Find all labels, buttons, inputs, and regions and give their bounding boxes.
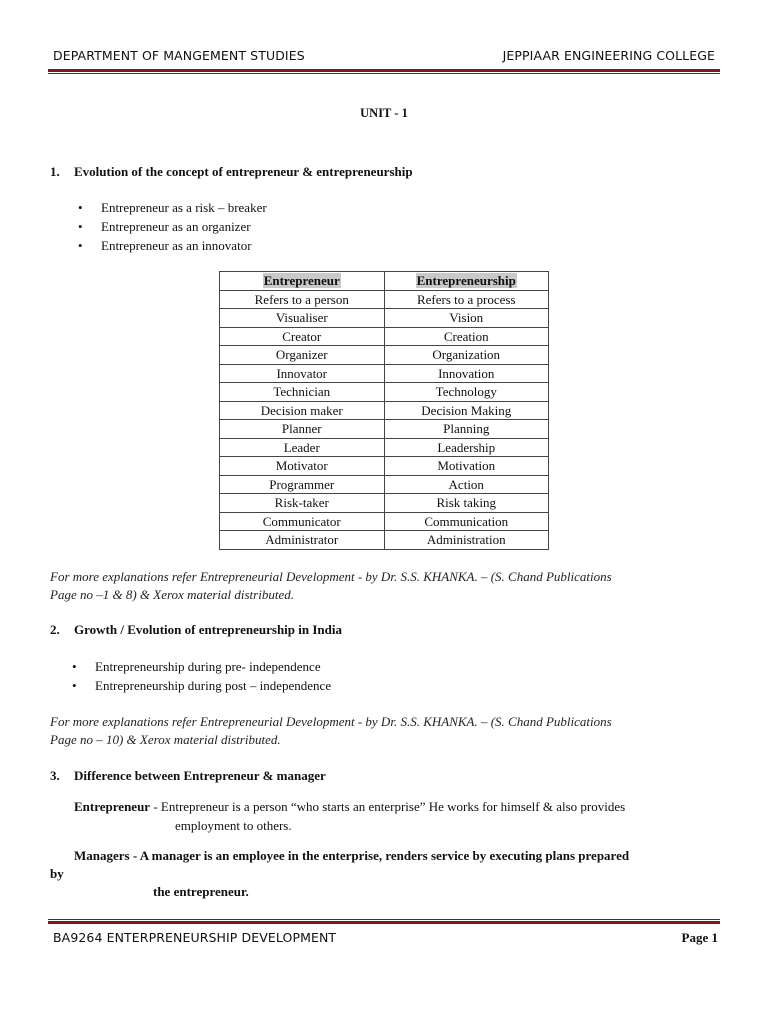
table-cell-entrepreneur: Decision maker [220, 401, 385, 420]
entrepreneur-text-cont: employment to others. [175, 818, 292, 833]
section2-number: 2. [50, 622, 60, 637]
section2-heading [50, 622, 342, 638]
table-cell-entrepreneurship: Communication [384, 512, 549, 531]
page-number: Page 1 [681, 930, 718, 945]
table-row [220, 420, 549, 439]
table-cell-entrepreneurship: Technology [384, 383, 549, 402]
header-rule [48, 69, 720, 74]
table-cell-entrepreneurship: Organization [384, 346, 549, 365]
section1-bullets [74, 198, 267, 255]
table-cell-entrepreneurship: Risk taking [384, 494, 549, 513]
section2-reference-note [50, 713, 716, 749]
note-line: For more explanations refer Entrepreneurial Development - by Dr. S.S. KHANKA. – (S. Chand Publications [50, 569, 612, 584]
list-item: • Entrepreneurship during pre- independence [68, 657, 331, 676]
comparison-table [219, 271, 549, 550]
table-cell-entrepreneur: Motivator [220, 457, 385, 476]
table-cell-entrepreneurship: Action [384, 475, 549, 494]
table-cell-entrepreneur: Leader [220, 438, 385, 457]
section2-title: Growth / Evolution of entrepreneurship in India [74, 622, 342, 637]
manager-text-by: by [50, 866, 64, 881]
table-row [220, 457, 549, 476]
section3-title: Difference between Entrepreneur & manager [74, 768, 326, 783]
section3-number: 3. [50, 768, 60, 783]
table-header-row [220, 272, 549, 291]
table-row [220, 309, 549, 328]
table-row [220, 327, 549, 346]
table-row [220, 494, 549, 513]
table-cell-entrepreneurship: Leadership [384, 438, 549, 457]
entrepreneur-definition [74, 797, 719, 835]
table-cell-entrepreneur: Administrator [220, 531, 385, 550]
table-cell-entrepreneur: Refers to a person [220, 290, 385, 309]
section1-title: Evolution of the concept of entrepreneur & entrepreneurship [74, 164, 413, 179]
unit-title: UNIT - 1 [360, 106, 408, 120]
header-department: DEPARTMENT OF MANGEMENT STUDIES [53, 48, 305, 63]
table-row [220, 531, 549, 550]
table-cell-entrepreneur: Innovator [220, 364, 385, 383]
table-row [220, 364, 549, 383]
table-cell-entrepreneur: Communicator [220, 512, 385, 531]
section3-heading [50, 768, 326, 784]
table-row [220, 401, 549, 420]
table-header-entrepreneur: Entrepreneur [220, 272, 385, 291]
table-cell-entrepreneurship: Planning [384, 420, 549, 439]
note-line: For more explanations refer Entrepreneurial Development - by Dr. S.S. KHANKA. – (S. Chand Publications [50, 714, 612, 729]
table-row [220, 475, 549, 494]
table-cell-entrepreneurship: Motivation [384, 457, 549, 476]
header-college: JEPPIAAR ENGINEERING COLLEGE [502, 48, 715, 63]
list-item: • Entrepreneur as a risk – breaker [74, 198, 267, 217]
table-row [220, 346, 549, 365]
footer-rule [48, 918, 720, 924]
table-cell-entrepreneur: Planner [220, 420, 385, 439]
entrepreneur-term: Entrepreneur [74, 799, 151, 814]
table-row [220, 290, 549, 309]
section2-bullets [68, 657, 331, 695]
table-cell-entrepreneurship: Refers to a process [384, 290, 549, 309]
section1-number: 1. [50, 164, 60, 179]
table-cell-entrepreneurship: Innovation [384, 364, 549, 383]
list-item: • Entrepreneur as an innovator [74, 236, 267, 255]
table-row [220, 512, 549, 531]
table-header-entrepreneurship: Entrepreneurship [384, 272, 549, 291]
manager-text-cont: the entrepreneur. [153, 884, 249, 899]
table-cell-entrepreneur: Creator [220, 327, 385, 346]
table-row [220, 383, 549, 402]
table-cell-entrepreneur: Risk-taker [220, 494, 385, 513]
list-item: • Entrepreneur as an organizer [74, 217, 267, 236]
note-line: Page no – 10) & Xerox material distributed. [50, 732, 281, 747]
table-cell-entrepreneur: Technician [220, 383, 385, 402]
table-cell-entrepreneurship: Decision Making [384, 401, 549, 420]
note-line: Page no –1 & 8) & Xerox material distributed. [50, 587, 294, 602]
list-item: • Entrepreneurship during post – independence [68, 676, 331, 695]
table-cell-entrepreneur: Visualiser [220, 309, 385, 328]
table-cell-entrepreneurship: Vision [384, 309, 549, 328]
footer-course: BA9264 ENTERPRENEURSHIP DEVELOPMENT [53, 930, 337, 945]
table-row [220, 438, 549, 457]
manager-text: Managers - A manager is an employee in the enterprise, renders service by executing plans prepared [74, 848, 630, 863]
table-cell-entrepreneur: Organizer [220, 346, 385, 365]
manager-definition [50, 847, 718, 901]
table-cell-entrepreneurship: Administration [384, 531, 549, 550]
table-cell-entrepreneur: Programmer [220, 475, 385, 494]
section1-heading [50, 164, 413, 180]
section1-reference-note [50, 568, 716, 604]
table-cell-entrepreneurship: Creation [384, 327, 549, 346]
entrepreneur-text: - Entrepreneur is a person “who starts an enterprise” He works for himself & also provides [150, 799, 626, 814]
